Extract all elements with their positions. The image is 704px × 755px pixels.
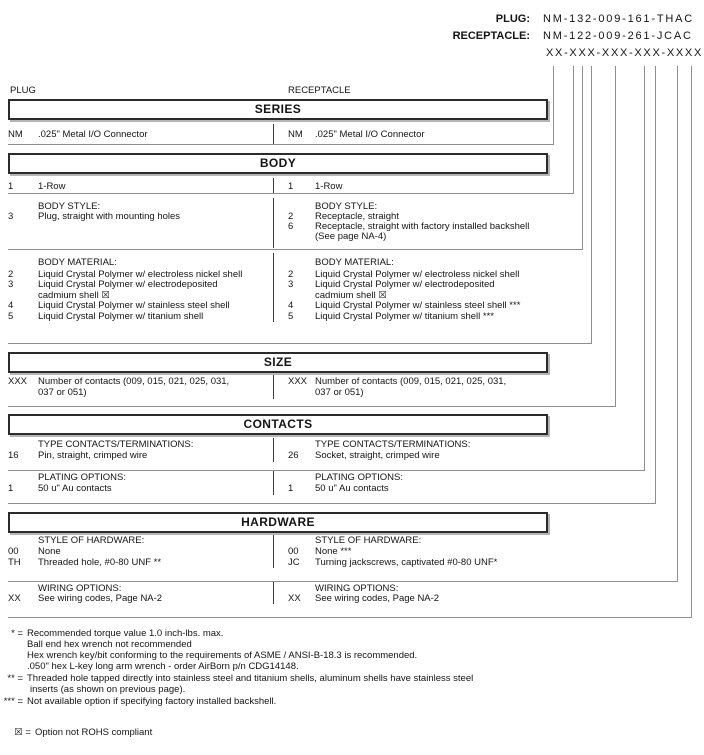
- rohs-note-text: Option not ROHS compliant: [35, 727, 153, 738]
- contact-type-plug-code: 16: [8, 450, 19, 461]
- plating-plug-desc: 50 u" Au contacts: [38, 483, 112, 494]
- body-style-plug-desc-0: Plug, straight with mounting holes: [38, 211, 181, 222]
- column-divider-row: [273, 178, 274, 193]
- body-material-receptacle-desc-2: cadmium shell ☒: [315, 290, 387, 301]
- series-title: SERIES: [254, 102, 302, 116]
- column-divider-hw-style: [273, 535, 274, 568]
- body-material-plug-code-3: 4: [8, 300, 14, 311]
- column-divider-body-material: [273, 253, 274, 322]
- body-style-receptacle-code-1: 6: [288, 221, 294, 232]
- bracket-line-plating-h: [8, 503, 656, 504]
- plating-label-right: PLATING OPTIONS:: [315, 472, 403, 483]
- body-material-receptacle-desc-4: Liquid Crystal Polymer w/ titanium shell ***: [315, 311, 494, 322]
- hw-style-plug-code-1: TH: [8, 557, 21, 568]
- body-style-receptacle-code-0: 2: [288, 211, 294, 222]
- plug-part-number-label: PLUG:: [495, 13, 530, 25]
- size-plug-code: XXX: [8, 376, 28, 387]
- bracket-line-row-h: [8, 193, 574, 194]
- bracket-line-contact-type-h: [8, 470, 645, 471]
- body-style-receptacle-desc-0: Receptacle, straight: [315, 211, 399, 222]
- body-material-receptacle-code-4: 5: [288, 311, 294, 322]
- series-receptacle-code: NM: [288, 129, 303, 140]
- wiring-label-left: WIRING OPTIONS:: [38, 583, 122, 594]
- column-divider-size: [273, 375, 274, 399]
- body-material-label-left: BODY MATERIAL:: [38, 257, 117, 268]
- wiring-plug-code: XX: [8, 593, 21, 604]
- bracket-line-series-h: [8, 144, 554, 145]
- size-receptacle-code: XXX: [288, 376, 308, 387]
- footnote-text-0: Recommended torque value 1.0 inch-lbs. max.: [27, 628, 224, 639]
- series-receptacle-desc: .025" Metal I/O Connector: [315, 129, 425, 140]
- hw-style-label-left: STYLE OF HARDWARE:: [38, 535, 145, 546]
- body-material-plug-desc-4: Liquid Crystal Polymer w/ titanium shell: [38, 311, 204, 322]
- bracket-line-wiring-h: [8, 617, 692, 618]
- bracket-line-size-h: [8, 406, 616, 407]
- contact-type-label-right: TYPE CONTACTS/TERMINATIONS:: [315, 439, 471, 450]
- hw-style-receptacle-code-0: 00: [288, 546, 299, 557]
- plating-label-left: PLATING OPTIONS:: [38, 472, 126, 483]
- section-header-hardware: [8, 512, 548, 533]
- receptacle-part-number-value: NM-122-009-261-JCAC: [543, 30, 693, 42]
- bracket-line-hw-style-h: [8, 581, 678, 582]
- footnote-text-2: Hex wrench key/bit conforming to the requirements of ASME / ANSI-B-18.3 is recommended.: [27, 650, 418, 661]
- wiring-receptacle-code: XX: [288, 593, 301, 604]
- bracket-line-body-material-v: [591, 66, 592, 343]
- footnote-text-4: Threaded hole tapped directly into stainless steel and titanium shells, aluminum shells have stainless steel: [27, 673, 474, 684]
- body-material-plug-code-1: 3: [8, 279, 14, 290]
- footnote-marker-0: * =: [11, 628, 23, 639]
- contacts-title: CONTACTS: [243, 417, 313, 431]
- plating-plug-code: 1: [8, 483, 14, 494]
- hardware-title: HARDWARE: [241, 515, 315, 529]
- body-material-receptacle-desc-0: Liquid Crystal Polymer w/ electroless nickel shell: [315, 269, 520, 280]
- bracket-line-wiring-v: [691, 66, 692, 617]
- body-material-receptacle-desc-1: Liquid Crystal Polymer w/ electrodeposited: [315, 279, 495, 290]
- size-receptacle-desc-cont: 037 or 051): [315, 387, 364, 398]
- size-title: SIZE: [263, 355, 293, 369]
- footnote-marker-6: *** =: [3, 696, 23, 707]
- bracket-line-plating-v: [655, 66, 656, 503]
- hw-style-plug-desc-0: None: [38, 546, 61, 557]
- plating-receptacle-code: 1: [288, 483, 294, 494]
- body-row-receptacle-code: 1: [288, 181, 294, 192]
- bracket-line-size-v: [615, 66, 616, 406]
- contact-type-receptacle-code: 26: [288, 450, 299, 461]
- column-divider-plating: [273, 471, 274, 495]
- size-receptacle-desc: Number of contacts (009, 015, 021, 025, 031,: [315, 376, 507, 387]
- hw-style-plug-code-0: 00: [8, 546, 19, 557]
- body-row-receptacle-desc: 1-Row: [315, 181, 343, 192]
- receptacle-column-header: RECEPTACLE: [288, 85, 351, 96]
- bracket-line-contact-type-v: [644, 66, 645, 470]
- section-header-size: [8, 352, 548, 373]
- body-style-label-left: BODY STYLE:: [38, 201, 101, 212]
- body-material-plug-desc-2: cadmium shell ☒: [38, 290, 110, 301]
- hw-style-label-right: STYLE OF HARDWARE:: [315, 535, 422, 546]
- body-material-receptacle-desc-3: Liquid Crystal Polymer w/ stainless steel shell ***: [315, 300, 521, 311]
- hw-style-receptacle-desc-0: None ***: [315, 546, 352, 557]
- footnote-text-5: inserts (as shown on previous page).: [30, 684, 186, 695]
- body-row-plug-code: 1: [8, 181, 14, 192]
- hw-style-plug-desc-1: Threaded hole, #0-80 UNF **: [38, 557, 162, 568]
- hw-style-receptacle-code-1: JC: [288, 557, 300, 568]
- body-material-receptacle-code-1: 3: [288, 279, 294, 290]
- footnote-marker-4: ** =: [7, 673, 23, 684]
- section-header-series: [8, 99, 548, 120]
- series-plug-desc: .025" Metal I/O Connector: [38, 129, 148, 140]
- receptacle-part-number-label: RECEPTACLE:: [452, 30, 530, 42]
- body-material-plug-desc-1: Liquid Crystal Polymer w/ electrodeposited: [38, 279, 218, 290]
- body-material-plug-code-0: 2: [8, 269, 14, 280]
- body-material-label-right: BODY MATERIAL:: [315, 257, 394, 268]
- wiring-plug-desc: See wiring codes, Page NA-2: [38, 593, 163, 604]
- body-row-plug-desc: 1-Row: [38, 181, 66, 192]
- footnote-text-6: Not available option if specifying factory installed backshell.: [27, 696, 277, 707]
- body-style-receptacle-desc-2: (See page NA-4): [315, 231, 387, 242]
- footnote-text-3: .050" hex L-key long arm wrench - order AirBorn p/n CDG14148.: [27, 661, 299, 672]
- body-material-receptacle-code-0: 2: [288, 269, 294, 280]
- column-divider-body-style: [273, 198, 274, 248]
- plating-receptacle-desc: 50 u" Au contacts: [315, 483, 389, 494]
- body-material-plug-desc-3: Liquid Crystal Polymer w/ stainless steel shell: [38, 300, 230, 311]
- wiring-label-right: WIRING OPTIONS:: [315, 583, 399, 594]
- plug-column-header: PLUG: [10, 85, 36, 96]
- column-divider-wiring: [273, 582, 274, 604]
- body-style-plug-code-0: 3: [8, 211, 14, 222]
- section-header-body: [8, 153, 548, 174]
- section-header-contacts: [8, 414, 548, 435]
- wiring-receptacle-desc: See wiring codes, Page NA-2: [315, 593, 440, 604]
- contact-type-label-left: TYPE CONTACTS/TERMINATIONS:: [38, 439, 194, 450]
- body-material-plug-code-4: 5: [8, 311, 14, 322]
- bracket-line-hw-style-v: [677, 66, 678, 581]
- bracket-line-body-style-v: [582, 66, 583, 249]
- series-plug-code: NM: [8, 129, 23, 140]
- part-number-template: XX-XXX-XXX-XXX-XXXX: [546, 47, 704, 59]
- size-plug-desc-cont: 037 or 051): [38, 387, 87, 398]
- column-divider-contact-type: [273, 438, 274, 462]
- plug-part-number-value: NM-132-009-161-THAC: [543, 13, 694, 25]
- body-style-receptacle-desc-1: Receptacle, straight with factory installed backshell: [315, 221, 530, 232]
- contact-type-receptacle-desc: Socket, straight, crimped wire: [315, 450, 440, 461]
- bracket-line-body-style-h: [8, 249, 583, 250]
- rohs-note-marker: ☒ =: [14, 727, 31, 738]
- size-plug-desc: Number of contacts (009, 015, 021, 025, 031,: [38, 376, 230, 387]
- body-material-plug-desc-0: Liquid Crystal Polymer w/ electroless nickel shell: [38, 269, 243, 280]
- column-divider-series: [273, 124, 274, 144]
- bracket-line-body-material-h: [8, 343, 592, 344]
- bracket-line-row-v: [573, 66, 574, 193]
- body-style-label-right: BODY STYLE:: [315, 201, 378, 212]
- bracket-line-series-v: [553, 66, 554, 144]
- hw-style-receptacle-desc-1: Turning jackscrews, captivated #0-80 UNF*: [315, 557, 498, 568]
- contact-type-plug-desc: Pin, straight, crimped wire: [38, 450, 148, 461]
- body-title: BODY: [259, 156, 297, 170]
- body-material-receptacle-code-3: 4: [288, 300, 294, 311]
- footnote-text-1: Ball end hex wrench not recommended: [27, 639, 192, 650]
